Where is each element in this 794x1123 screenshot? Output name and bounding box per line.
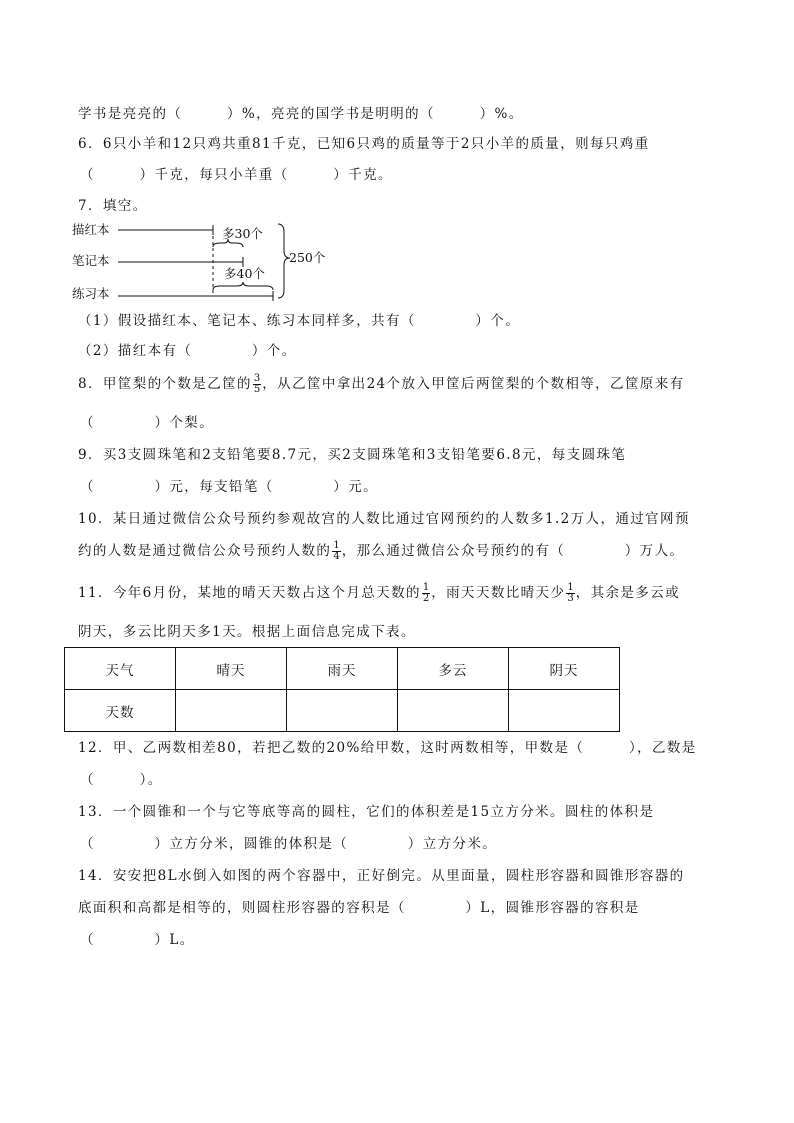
answer-cell-cloudy[interactable]	[398, 690, 509, 732]
question-9-line1: 9．买3支圆珠笔和2支铅笔要8.7元，买2支圆珠笔和3支铅笔要6.8元，每支圆珠笔	[78, 447, 627, 463]
diagram-label-row2: 笔记本	[72, 253, 110, 268]
table-header-row	[65, 648, 620, 690]
diagram-brace-40	[213, 282, 273, 290]
question-8-line2: （ ）个梨。	[80, 415, 215, 431]
question-10-text-pre: 约的人数是通过微信公众号预约人数的	[78, 543, 332, 559]
fraction-denominator: 2	[422, 593, 430, 604]
fraction-denominator: 5	[253, 384, 261, 395]
fraction-denominator: 4	[333, 551, 340, 562]
question-10-text-post: ，那么通过微信公众号预约的有（ ）万人。	[341, 543, 685, 559]
fraction-one-half	[422, 583, 430, 604]
fraction-numerator: 3	[253, 373, 261, 384]
question-6-line1: 6．6只小羊和12只鸡共重81千克，已知6只鸡的质量等于2只小羊的质量，则每只鸡重	[78, 136, 650, 152]
fraction-three-fifths	[253, 374, 261, 395]
question-11-line1	[78, 583, 680, 604]
question-12-line2: （ ）。	[80, 772, 163, 788]
question-13-line1: 13．一个圆锥和一个与它等底等高的圆柱，它们的体积差是15立方分米。圆柱的体积是	[78, 804, 655, 820]
answer-cell-rainy[interactable]	[287, 690, 398, 732]
table-header-cell: 阴天	[509, 648, 620, 690]
question-11-text-pre: 11．今年6月份，某地的晴天天数占这个月总天数的	[78, 585, 421, 601]
question-14-line3: （ ）L。	[80, 932, 195, 948]
question-7-title: 7．填空。	[78, 198, 148, 214]
table-header-cell: 晴天	[176, 648, 287, 690]
question-14-line2: 底面积和高都是相等的，则圆柱形容器的容积是（ ）L，圆锥形容器的容积是	[78, 900, 640, 916]
fraction-numerator: 1	[422, 582, 430, 593]
question-8-text-post: ，从乙筐中拿出24个放入甲筐后两筐梨的个数相等，乙筐原来有	[262, 376, 685, 392]
question-8-text-pre: 8．甲筐梨的个数是乙筐的	[78, 376, 252, 392]
question-11-text-mid: ，雨天天数比晴天少	[431, 585, 566, 601]
question-14-line1: 14．安安把8L水倒入如图的两个容器中，正好倒完。从里面量，圆柱形容器和圆锥形容器的	[78, 868, 685, 884]
diagram-label-row1: 描红本	[72, 222, 110, 237]
answer-cell-overcast[interactable]	[509, 690, 620, 732]
question-9-line2: （ ）元，每支铅笔（ ）元。	[80, 479, 378, 495]
fraction-numerator: 1	[333, 540, 340, 551]
table-header-cell: 天气	[65, 648, 176, 690]
table-row	[65, 690, 620, 732]
line-q5-tail: 学书是亮亮的（ ）%，亮亮的国学书是明明的（ ）%。	[78, 106, 524, 122]
question-8-line1	[78, 374, 685, 395]
line-segment-diagram	[70, 218, 370, 308]
question-12-line1: 12．甲、乙两数相差80，若把乙数的20%给甲数，这时两数相等，甲数是（ ），乙数是	[78, 740, 697, 756]
question-13-line2: （ ）立方分米，圆锥的体积是（ ）立方分米。	[80, 836, 498, 852]
fraction-denominator: 3	[567, 593, 574, 604]
diagram-label-more30: 多30个	[222, 226, 263, 241]
question-10-line2	[78, 541, 684, 562]
fraction-one-quarter	[332, 541, 340, 562]
answer-cell-sunny[interactable]	[176, 690, 287, 732]
question-7-part2: （2）描红本有（ ）个。	[78, 343, 297, 359]
diagram-label-row3: 练习本	[72, 286, 110, 301]
table-header-cell: 多云	[398, 648, 509, 690]
diagram-label-total: 250个	[289, 250, 326, 265]
diagram-label-more40: 多40个	[224, 266, 265, 281]
table-header-cell: 雨天	[287, 648, 398, 690]
table-row-label: 天数	[65, 690, 176, 732]
fraction-one-third	[566, 583, 574, 604]
weather-table	[64, 647, 620, 732]
question-10-line1: 10．某日通过微信公众号预约参观故宫的人数比通过官网预约的人数多1.2万人，通过官网预	[78, 511, 690, 527]
fraction-numerator: 1	[567, 582, 574, 593]
question-11-line2: 阴天，多云比阴天多1天。根据上面信息完成下表。	[78, 624, 416, 640]
question-6-line2: （ ）千克，每只小羊重（ ）千克。	[80, 167, 393, 183]
question-11-text-post: ，其余是多云或	[575, 585, 681, 601]
question-7-part1: （1）假设描红本、笔记本、练习本同样多，共有（ ）个。	[78, 313, 521, 329]
